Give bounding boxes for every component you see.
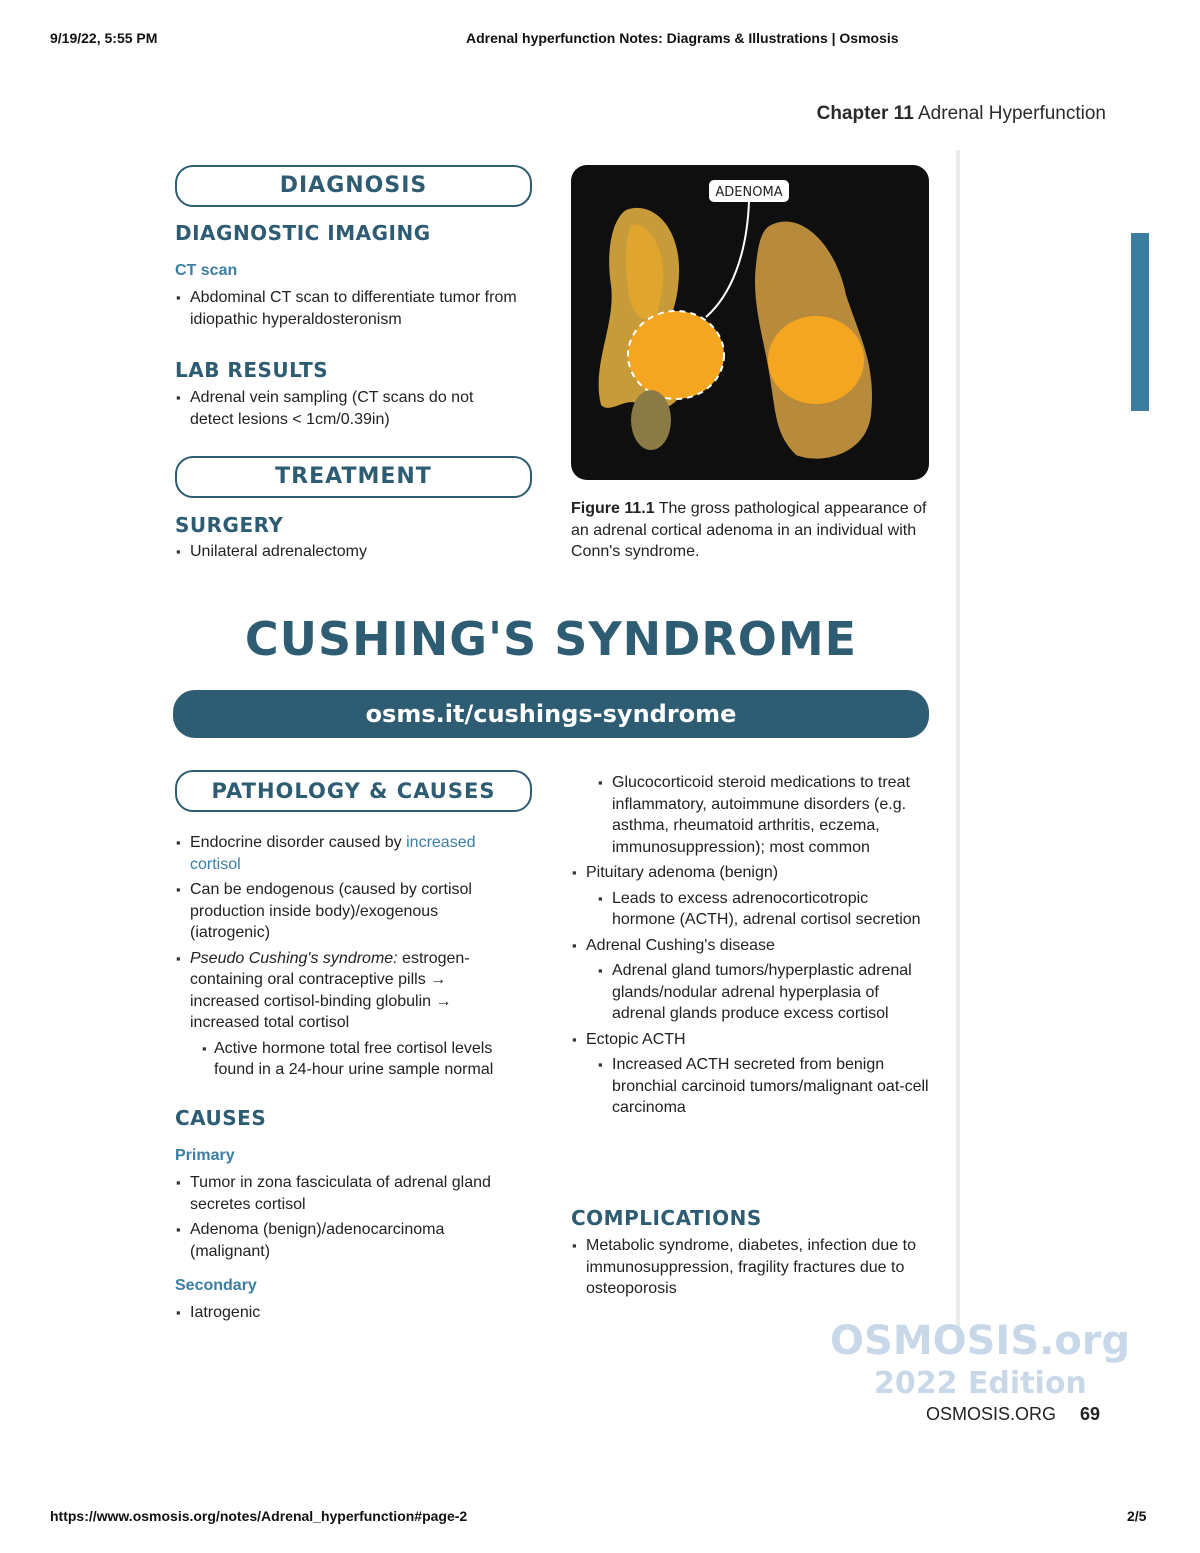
surgery-heading: SURGERY <box>175 513 284 537</box>
list-subitem: ▪ Adrenal gland tumors/hyperplastic adrenal glands/nodular adrenal hyperplasia of adrenal glands produce excess cortisol <box>570 960 930 1025</box>
list-item: ▪ Tumor in zona fasciculata of adrenal gland secretes cortisol <box>174 1172 524 1215</box>
chapter-heading <box>817 103 1106 125</box>
pathology-causes-pill: PATHOLOGY & CAUSES <box>175 770 532 812</box>
diagnosis-pill: DIAGNOSIS <box>175 165 532 207</box>
primary-list <box>174 1172 524 1266</box>
lab-results-heading: LAB RESULTS <box>175 358 329 382</box>
page-number: 69 <box>1080 1404 1101 1424</box>
print-datetime: 9/19/22, 5:55 PM <box>50 30 158 46</box>
list-item <box>174 948 519 1034</box>
section-title: CUSHING'S SYNDROME <box>244 612 858 666</box>
causes-continued-list <box>570 772 930 1123</box>
pathology-list <box>174 832 519 1085</box>
list-item: ▪ Adenoma (benign)/adenocarcinoma (malignant) <box>174 1219 524 1262</box>
item-text: estrogen-containing oral contraceptive pills → increased cortisol-binding globulin → increased total cortisol <box>190 949 470 1031</box>
list-subitem: ▪ Glucocorticoid steroid medications to treat inflammatory, autoimmune disorders (e.g. asthma, rheumatoid arthritis, eczema, immunosuppression); most common <box>570 772 930 858</box>
pseudo-cushing-term: Pseudo Cushing's syndrome: <box>190 949 398 967</box>
edition-watermark: 2022 Edition <box>874 1366 1087 1401</box>
surgery-list <box>174 541 524 567</box>
list-item: ▪ Metabolic syndrome, diabetes, infection due to immunosuppression, fragility fractures due to osteoporosis <box>570 1235 935 1300</box>
list-subitem: ▪ Active hormone total free cortisol levels found in a 24-hour urine sample normal <box>174 1038 519 1081</box>
complications-heading: COMPLICATIONS <box>571 1206 762 1230</box>
list-item: ▪ Adrenal Cushing's disease <box>570 935 930 957</box>
ct-scan-label: CT scan <box>175 262 238 279</box>
list-item: ▪ Abdominal CT scan to differentiate tumor from idiopathic hyperaldosteronism <box>174 287 524 330</box>
print-page: 2/5 <box>1127 1508 1147 1524</box>
list-item <box>174 832 519 875</box>
adrenal-adenoma-illustration <box>571 165 929 480</box>
secondary-list <box>174 1302 524 1328</box>
adenoma-label: ADENOMA <box>715 185 783 200</box>
footer-site: OSMOSIS.ORG <box>926 1404 1057 1424</box>
ct-scan-list <box>174 287 524 334</box>
column-divider <box>956 150 960 1330</box>
chapter-title: Adrenal Hyperfunction <box>918 103 1106 124</box>
list-item: ▪ Iatrogenic <box>174 1302 524 1324</box>
label-pointer-line <box>706 201 749 317</box>
section-link-banner[interactable]: osms.it/cushings-syndrome <box>173 690 929 738</box>
list-item: ▪ Pituitary adenoma (benign) <box>570 862 930 884</box>
osmosis-watermark: OSMOSIS.org <box>830 1318 1131 1364</box>
complications-list <box>570 1235 935 1304</box>
treatment-pill: TREATMENT <box>175 456 532 498</box>
chapter-side-tab <box>1131 233 1149 411</box>
left-specimen-fat <box>631 390 671 450</box>
list-item: ▪ Adrenal vein sampling (CT scans do not detect lesions < 1cm/0.39in) <box>174 387 514 430</box>
list-item: ▪ Unilateral adrenalectomy <box>174 541 524 563</box>
figure-image <box>571 165 929 480</box>
figure-number: Figure 11.1 <box>571 500 655 517</box>
increased-cortisol-link[interactable]: increased cortisol <box>190 834 476 873</box>
print-url[interactable]: https://www.osmosis.org/notes/Adrenal_hyperfunction#page-2 <box>50 1508 468 1524</box>
right-specimen-nodule <box>768 316 864 404</box>
list-item: ▪ Can be endogenous (caused by cortisol production inside body)/exogenous (iatrogenic) <box>174 879 519 944</box>
secondary-label: Secondary <box>175 1277 257 1294</box>
list-subitem: ▪ Leads to excess adrenocorticotropic hormone (ACTH), adrenal cortisol secretion <box>570 888 930 931</box>
item-text: Endocrine disorder caused by <box>190 834 407 851</box>
primary-label: Primary <box>175 1147 235 1164</box>
chapter-number: Chapter 11 <box>816 103 914 124</box>
list-subitem: ▪ Increased ACTH secreted from benign bronchial carcinoid tumors/malignant oat-cell carcinoma <box>570 1054 930 1119</box>
diagnostic-imaging-heading: DIAGNOSTIC IMAGING <box>175 221 431 245</box>
causes-heading: CAUSES <box>175 1106 267 1130</box>
list-item: ▪ Ectopic ACTH <box>570 1029 930 1051</box>
lab-results-list <box>174 387 514 434</box>
print-title: Adrenal hyperfunction Notes: Diagrams & Illustrations | Osmosis <box>466 30 899 46</box>
figure-caption <box>571 498 931 563</box>
figure-caption-text: The gross pathological appearance of an adrenal cortical adenoma in an individual with Conn's syndrome. <box>571 500 927 560</box>
